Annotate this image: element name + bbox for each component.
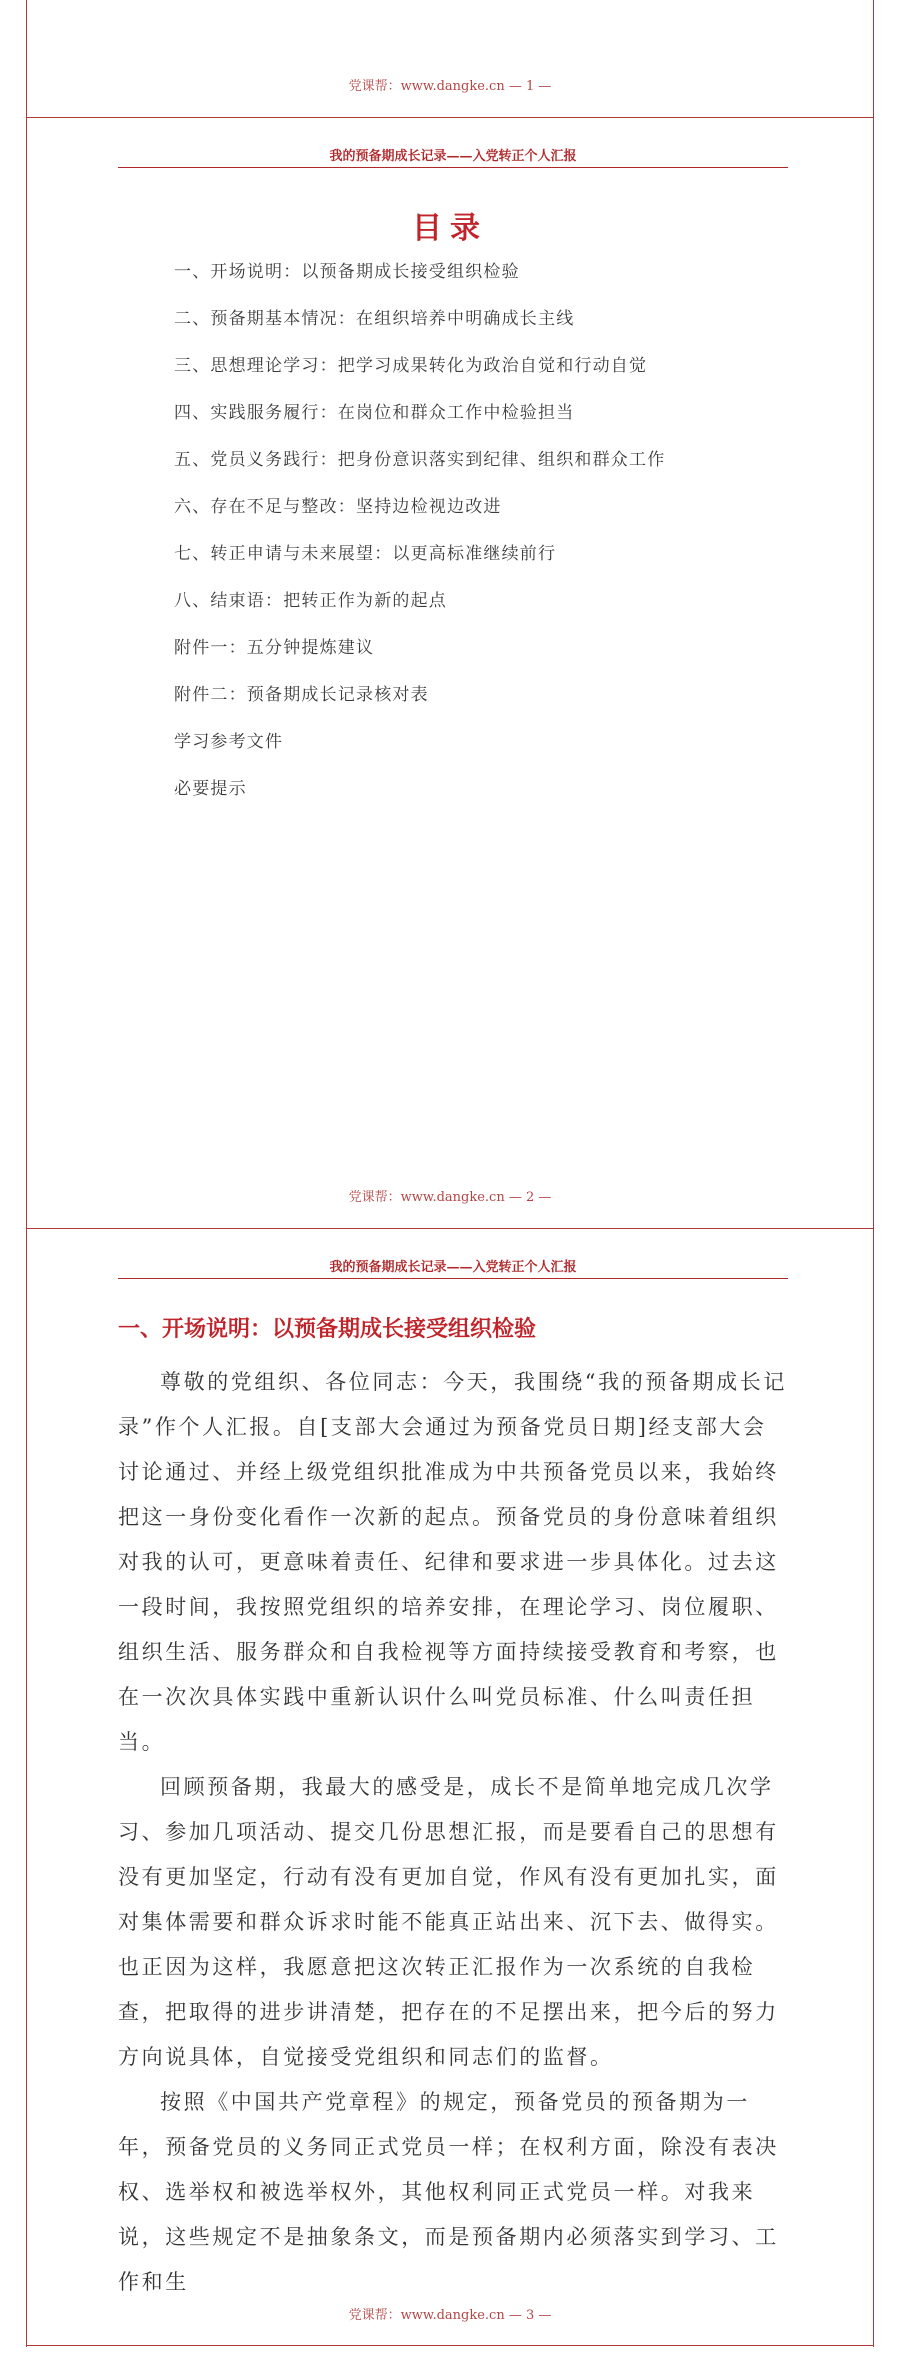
toc-item[interactable]: 一、开场说明：以预备期成长接受组织检验: [174, 262, 520, 282]
toc-list: [174, 257, 665, 821]
toc-item[interactable]: 六、存在不足与整改：坚持边检视边改进: [174, 497, 502, 517]
page-separator: [26, 117, 874, 118]
page-1-frame: [26, 0, 874, 118]
toc-item[interactable]: 五、党员义务践行：把身份意识落实到纪律、组织和群众工作: [174, 450, 666, 470]
page-separator: [26, 2345, 874, 2346]
page-footer-1: 党课帮：www.dangke.cn — 1 —: [348, 79, 552, 94]
page-footer-3: 党课帮：www.dangke.cn — 3 —: [348, 2308, 552, 2323]
toc-item[interactable]: 二、预备期基本情况：在组织培养中明确成长主线: [174, 309, 575, 329]
running-header: 我的预备期成长记录——入党转正个人汇报: [118, 1256, 788, 1279]
toc-title: 目录: [412, 211, 488, 246]
toc-item[interactable]: 附件二：预备期成长记录核对表: [174, 685, 429, 705]
toc-item[interactable]: 附件一：五分钟提炼建议: [174, 638, 375, 658]
page-footer-2: 党课帮：www.dangke.cn — 2 —: [348, 1190, 552, 1205]
page-separator: [26, 1228, 874, 1229]
toc-item[interactable]: 必要提示: [174, 779, 247, 799]
body-paragraph: 回顾预备期，我最大的感受是，成长不是简单地完成几次学习、参加几项活动、提交几份思想汇报，而是要看自己的思想有没有更加坚定，行动有没有更加自觉，作风有没有更加扎实，面对集体需要和群众诉求时能不能真正站出来、沉下去、做得实。也正因为这样，我愿意把这次转正汇报作为一次系统的自我检查，把取得的进步讲清楚，把存在的不足摆出来，把今后的努力方向说具体，自觉接受党组织和同志们的监督。: [118, 1775, 779, 2069]
section-heading: 一、开场说明：以预备期成长接受组织检验: [118, 1317, 537, 1342]
toc-item[interactable]: 七、转正申请与未来展望：以更高标准继续前行: [174, 544, 557, 564]
toc-item[interactable]: 三、思想理论学习：把学习成果转化为政治自觉和行动自觉: [174, 356, 648, 376]
toc-item[interactable]: 八、结束语：把转正作为新的起点: [174, 591, 447, 611]
toc-item[interactable]: 学习参考文件: [174, 732, 284, 752]
running-header: 我的预备期成长记录——入党转正个人汇报: [118, 145, 788, 168]
body-paragraph: 尊敬的党组织、各位同志：今天，我围绕“我的预备期成长记录”作个人汇报。自[支部大会通过为预备党员日期]经支部大会讨论通过、并经上级党组织批准成为中共预备党员以来，我始终把这一身份变化看作一次新的起点。预备党员的身份意味着组织对我的认可，更意味着责任、纪律和要求进一步具体化。过去这一段时间，我按照党组织的培养安排，在理论学习、岗位履职、组织生活、服务群众和自我检视等方面持续接受教育和考察，也在一次次具体实践中重新认识什么叫党员标准、什么叫责任担当。: [118, 1370, 787, 1754]
toc-item[interactable]: 四、实践服务履行：在岗位和群众工作中检验担当: [174, 403, 575, 423]
body-paragraph: 按照《中国共产党章程》的规定，预备党员的预备期为一年，预备党员的义务同正式党员一样；在权利方面，除没有表决权、选举权和被选举权外，其他权利同正式党员一样。对我来说，这些规定不是抽象条文，而是预备期内必须落实到学习、工作和生: [118, 2090, 779, 2294]
section-body: [118, 1360, 790, 2305]
